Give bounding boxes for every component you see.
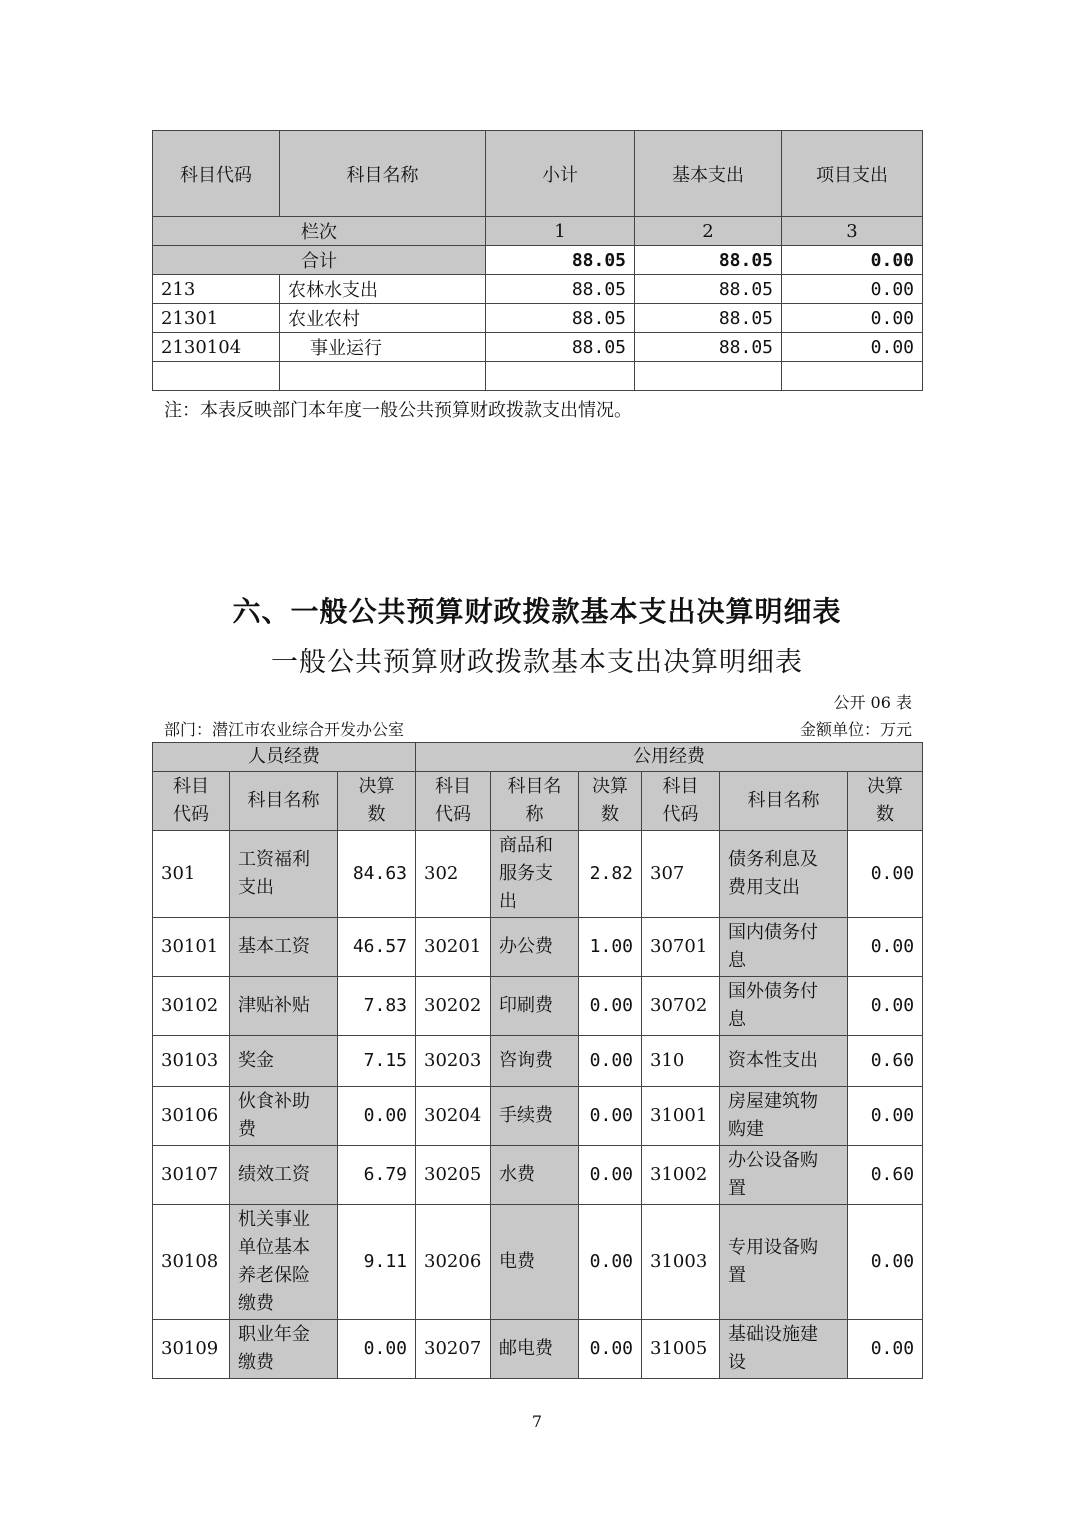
total-basic: 88.05 [635, 246, 782, 275]
row-code: 30109 [153, 1320, 230, 1379]
row-amount: 7.15 [338, 1036, 416, 1087]
row-name: 职业年金 缴费 [230, 1320, 338, 1379]
row-name: 奖金 [230, 1036, 338, 1087]
row-amount: 46.57 [338, 918, 416, 977]
row-amount: 0.00 [848, 831, 923, 918]
row-name: 国外债务付 息 [720, 977, 848, 1036]
row-project: 0.00 [782, 304, 923, 333]
table-row [153, 977, 923, 1036]
row-name: 基本工资 [230, 918, 338, 977]
table-row [153, 333, 923, 362]
table-number: 公开 06 表 [833, 693, 912, 712]
row-subtotal: 88.05 [486, 333, 635, 362]
row-subtotal: 88.05 [486, 275, 635, 304]
row-basic: 88.05 [635, 304, 782, 333]
row-code: 31003 [642, 1205, 720, 1320]
row-name: 电费 [491, 1205, 579, 1320]
row-amount: 0.00 [579, 1205, 642, 1320]
row-code: 30206 [416, 1205, 491, 1320]
row-code: 30207 [416, 1320, 491, 1379]
expenditure-table [152, 130, 923, 391]
table-title: 一般公共预算财政拨款基本支出决算明细表 [271, 647, 803, 678]
row-project: 0.00 [782, 333, 923, 362]
col-index-label: 栏次 [153, 217, 486, 246]
row-code: 30205 [416, 1146, 491, 1205]
table-row [153, 304, 923, 333]
row-amount: 6.79 [338, 1146, 416, 1205]
row-basic [635, 362, 782, 391]
row-project [782, 362, 923, 391]
row-subtotal: 88.05 [486, 304, 635, 333]
row-code: 30204 [416, 1087, 491, 1146]
row-name: 商品和 服务支 出 [491, 831, 579, 918]
row-name: 办公设备购 置 [720, 1146, 848, 1205]
row-amount: 0.00 [579, 1320, 642, 1379]
row-amount: 0.00 [338, 1320, 416, 1379]
row-code: 30103 [153, 1036, 230, 1087]
table-row [153, 831, 923, 918]
table-row [153, 918, 923, 977]
row-name: 工资福利 支出 [230, 831, 338, 918]
row-name: 房屋建筑物 购建 [720, 1087, 848, 1146]
row-amount: 1.00 [579, 918, 642, 977]
row-name: 咨询费 [491, 1036, 579, 1087]
row-amount: 84.63 [338, 831, 416, 918]
table-row [153, 1146, 923, 1205]
basic-expenditure-detail-table [152, 742, 923, 1379]
row-name: 农林水支出 [280, 275, 486, 304]
row-subtotal [486, 362, 635, 391]
row-code: 31005 [642, 1320, 720, 1379]
row-code: 307 [642, 831, 720, 918]
col-index: 3 [782, 217, 923, 246]
header-project: 项目支出 [782, 131, 923, 217]
department-label: 部门：潜江市农业综合开发办公室 [164, 720, 405, 739]
row-project: 0.00 [782, 275, 923, 304]
header-code: 科目代码 [153, 131, 280, 217]
header-code: 科目 代码 [642, 772, 720, 831]
section-title: 六、一般公共预算财政拨款基本支出决算明细表 [232, 595, 842, 628]
header-code: 科目 代码 [416, 772, 491, 831]
row-code: 2130104 [153, 333, 280, 362]
row-amount: 0.00 [579, 1146, 642, 1205]
row-code: 31001 [642, 1087, 720, 1146]
table-note: 注：本表反映部门本年度一般公共预算财政拨款支出情况。 [164, 400, 632, 421]
personnel-expense-header: 人员经费 [153, 743, 416, 772]
row-code [153, 362, 280, 391]
row-name: 农业农村 [280, 304, 486, 333]
row-name: 手续费 [491, 1087, 579, 1146]
row-amount: 0.00 [579, 1036, 642, 1087]
amount-unit-label: 金额单位：万元 [799, 720, 912, 739]
header-name: 科目名称 [720, 772, 848, 831]
row-code: 213 [153, 275, 280, 304]
row-code: 30107 [153, 1146, 230, 1205]
row-name: 机关事业 单位基本 养老保险 缴费 [230, 1205, 338, 1320]
row-name: 印刷费 [491, 977, 579, 1036]
row-amount: 0.00 [579, 977, 642, 1036]
row-code: 30108 [153, 1205, 230, 1320]
row-amount: 0.60 [848, 1036, 923, 1087]
table-row [153, 1036, 923, 1087]
row-code: 30201 [416, 918, 491, 977]
row-name: 基础设施建 设 [720, 1320, 848, 1379]
page-number: 7 [531, 1412, 543, 1431]
col-index: 1 [486, 217, 635, 246]
row-name: 绩效工资 [230, 1146, 338, 1205]
public-expense-header: 公用经费 [416, 743, 923, 772]
row-amount: 0.00 [848, 918, 923, 977]
total-subtotal: 88.05 [486, 246, 635, 275]
row-code: 30701 [642, 918, 720, 977]
table-row [153, 1087, 923, 1146]
row-name: 水费 [491, 1146, 579, 1205]
row-basic: 88.05 [635, 333, 782, 362]
row-code: 310 [642, 1036, 720, 1087]
row-name: 债务利息及 费用支出 [720, 831, 848, 918]
row-code: 30203 [416, 1036, 491, 1087]
total-project: 0.00 [782, 246, 923, 275]
row-name: 津贴补贴 [230, 977, 338, 1036]
header-amount: 决算 数 [338, 772, 416, 831]
row-amount: 9.11 [338, 1205, 416, 1320]
row-amount: 0.00 [848, 1320, 923, 1379]
row-name: 办公费 [491, 918, 579, 977]
header-name: 科目名称 [280, 131, 486, 217]
row-code: 30101 [153, 918, 230, 977]
row-code: 301 [153, 831, 230, 918]
header-subtotal: 小计 [486, 131, 635, 217]
row-amount: 0.00 [848, 1087, 923, 1146]
row-name [280, 362, 486, 391]
col-index: 2 [635, 217, 782, 246]
row-name: 专用设备购 置 [720, 1205, 848, 1320]
row-code: 30702 [642, 977, 720, 1036]
row-code: 302 [416, 831, 491, 918]
row-amount: 0.00 [848, 1205, 923, 1320]
table-row [153, 275, 923, 304]
header-name: 科目名 称 [491, 772, 579, 831]
row-amount: 0.00 [848, 977, 923, 1036]
row-amount: 2.82 [579, 831, 642, 918]
total-label: 合计 [153, 246, 486, 275]
row-code: 21301 [153, 304, 280, 333]
row-basic: 88.05 [635, 275, 782, 304]
table-row [153, 1320, 923, 1379]
table-row [153, 1205, 923, 1320]
row-name: 事业运行 [280, 333, 486, 362]
row-amount: 0.60 [848, 1146, 923, 1205]
row-code: 30202 [416, 977, 491, 1036]
row-amount: 7.83 [338, 977, 416, 1036]
header-amount: 决算 数 [579, 772, 642, 831]
header-code: 科目 代码 [153, 772, 230, 831]
row-amount: 0.00 [579, 1087, 642, 1146]
header-name: 科目名称 [230, 772, 338, 831]
row-name: 邮电费 [491, 1320, 579, 1379]
row-code: 31002 [642, 1146, 720, 1205]
row-code: 30106 [153, 1087, 230, 1146]
header-amount: 决算 数 [848, 772, 923, 831]
row-name: 资本性支出 [720, 1036, 848, 1087]
row-amount: 0.00 [338, 1087, 416, 1146]
row-name: 伙食补助 费 [230, 1087, 338, 1146]
row-code: 30102 [153, 977, 230, 1036]
row-name: 国内债务付 息 [720, 918, 848, 977]
header-basic: 基本支出 [635, 131, 782, 217]
table-row [153, 362, 923, 391]
